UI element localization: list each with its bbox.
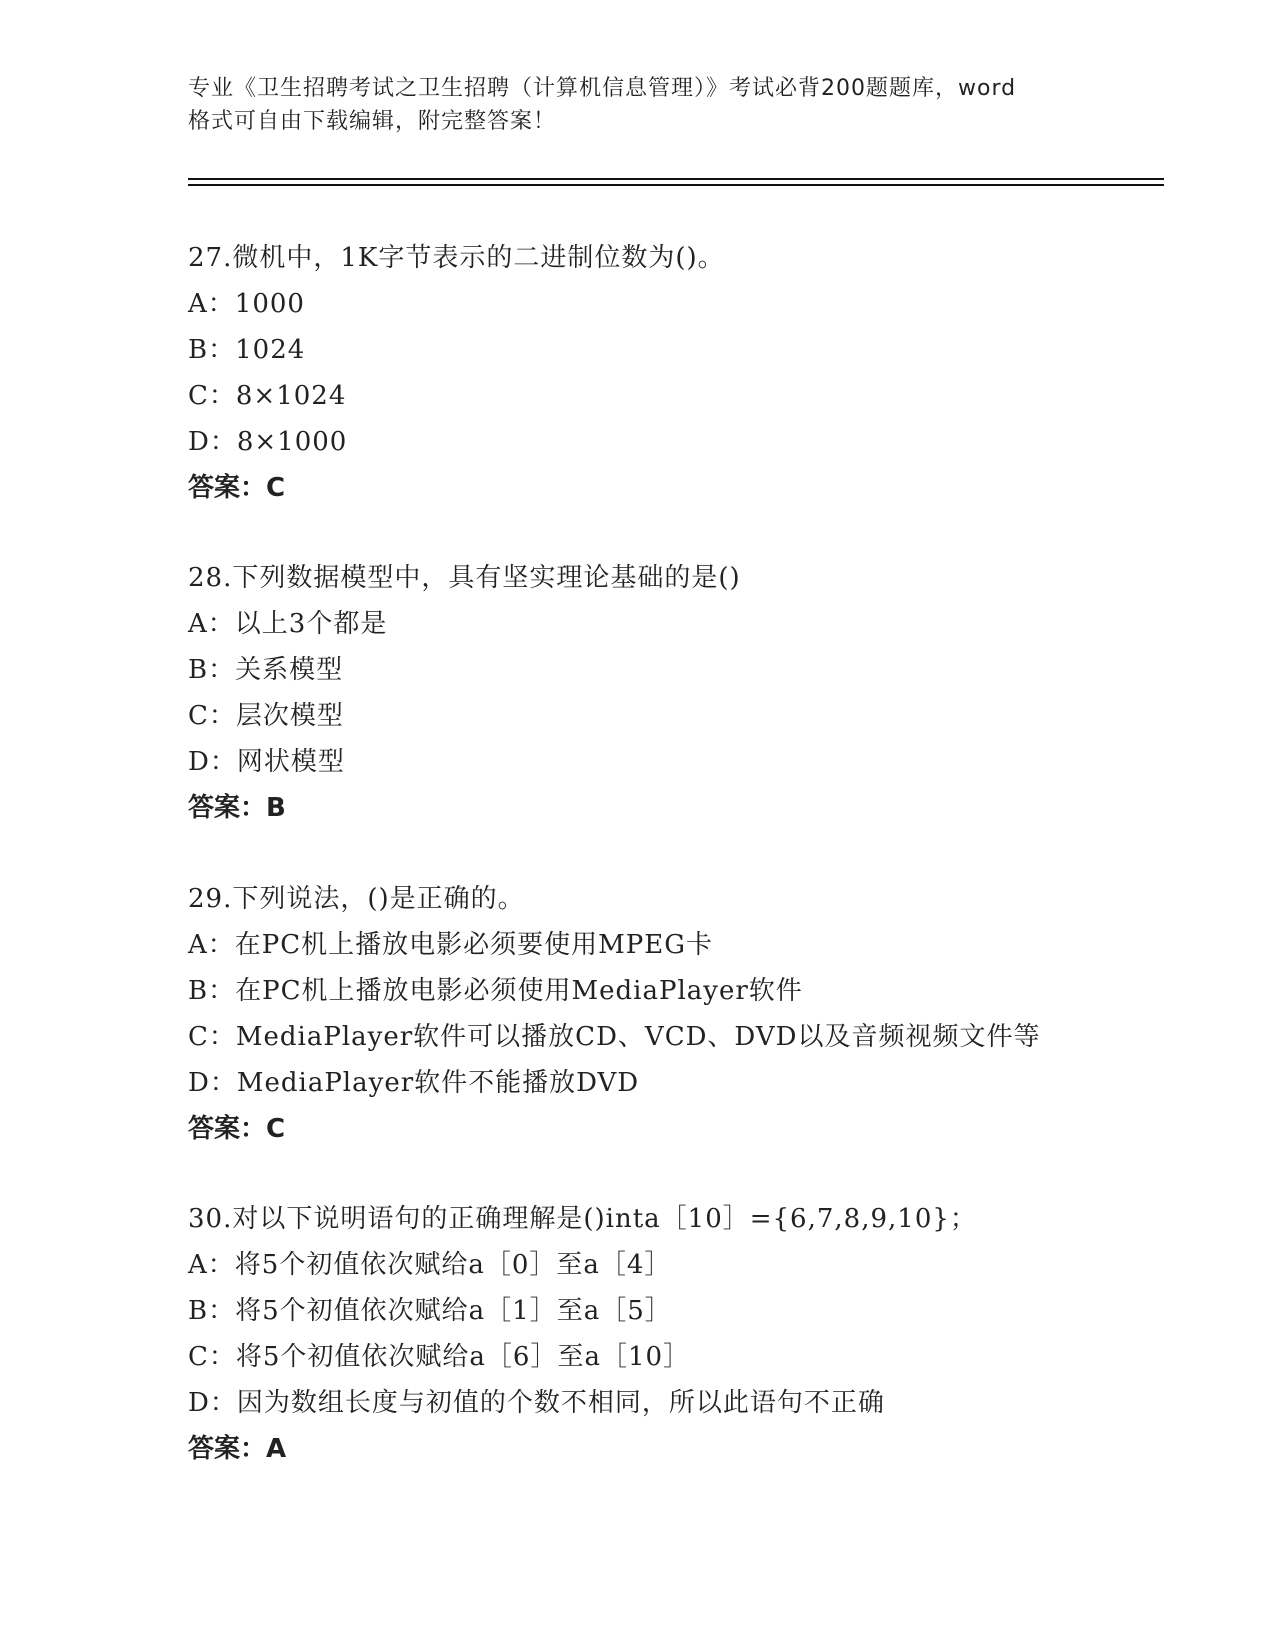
document-header <box>188 72 1088 138</box>
header-divider-top <box>188 178 1164 180</box>
header-line-2: 格式可自由下载编辑，附完整答案！ <box>188 109 557 134</box>
answer-line: 答案：B <box>188 793 286 823</box>
option-c: C：层次模型 <box>188 701 344 731</box>
question-28 <box>188 555 1188 831</box>
option-d: D：8×1000 <box>188 427 348 457</box>
header-divider-bottom <box>188 184 1164 186</box>
question-stem: 29.下列说法，()是正确的。 <box>188 884 525 914</box>
option-a: A：以上3个都是 <box>188 609 388 639</box>
option-d: D：网状模型 <box>188 747 345 777</box>
option-a: A：在PC机上播放电影必须要使用MPEG卡 <box>188 930 714 960</box>
answer-line: 答案：A <box>188 1434 287 1464</box>
answer-line: 答案：C <box>188 1114 286 1144</box>
option-c: C：MediaPlayer软件可以播放CD、VCD、DVD以及音频视频文件等 <box>188 1022 1041 1052</box>
option-b: B：将5个初值依次赋给a［1］至a［5］ <box>188 1296 672 1326</box>
option-c: C：将5个初值依次赋给a［6］至a［10］ <box>188 1342 691 1372</box>
header-line-1: 专业《卫生招聘考试之卫生招聘（计算机信息管理）》考试必背200题题库，word <box>188 76 1017 101</box>
option-a: A：将5个初值依次赋给a［0］至a［4］ <box>188 1250 672 1280</box>
option-c: C：8×1024 <box>188 381 347 411</box>
question-30 <box>188 1196 1188 1472</box>
option-d: D：因为数组长度与初值的个数不相同，所以此语句不正确 <box>188 1388 885 1418</box>
question-stem: 28.下列数据模型中，具有坚实理论基础的是() <box>188 563 741 593</box>
answer-line: 答案：C <box>188 473 286 503</box>
option-a: A：1000 <box>188 289 305 319</box>
question-27 <box>188 235 1188 511</box>
question-stem: 30.对以下说明语句的正确理解是()inta［10］={6,7,8,9,10}； <box>188 1204 977 1234</box>
option-d: D：MediaPlayer软件不能播放DVD <box>188 1068 640 1098</box>
option-b: B：1024 <box>188 335 306 365</box>
option-b: B：在PC机上播放电影必须使用MediaPlayer软件 <box>188 976 803 1006</box>
question-29 <box>188 876 1188 1152</box>
option-b: B：关系模型 <box>188 655 344 685</box>
question-stem: 27.微机中，1K字节表示的二进制位数为()。 <box>188 243 725 273</box>
